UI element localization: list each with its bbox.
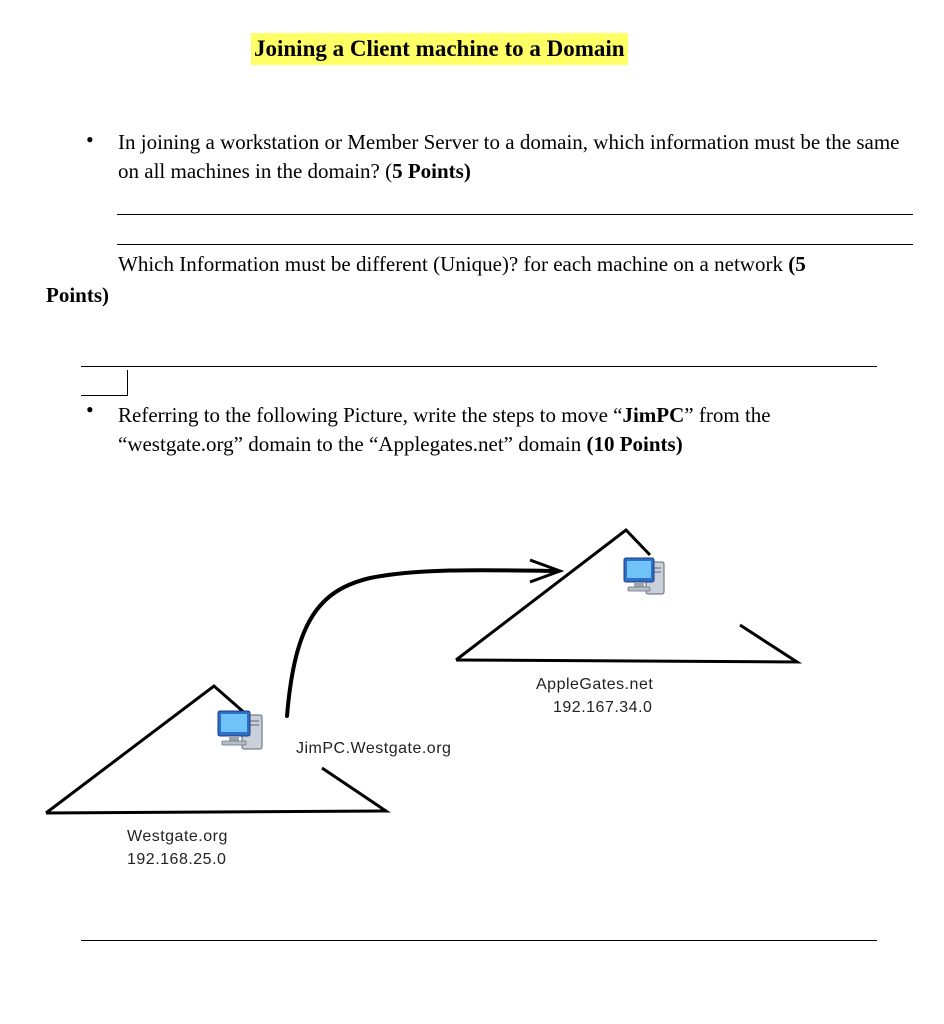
domain-right-ip: 192.167.34.0 (553, 699, 653, 716)
question-3-points: (10 Points) (586, 432, 683, 456)
question-3-line-1 (118, 401, 918, 430)
domain-right-name: AppleGates.net (536, 676, 654, 693)
answer-line-4[interactable] (81, 395, 127, 396)
answer-line-3[interactable] (81, 366, 877, 367)
question-1-text: In joining a workstation or Member Server to a domain, which information must be the same on all machines in the domain? ( (118, 130, 900, 183)
question-3-jimpc: JimPC (622, 403, 685, 427)
answer-line-1[interactable] (117, 214, 913, 215)
question-2 (118, 250, 918, 279)
question-1 (118, 128, 908, 186)
question-2-text: Which Information must be different (Unique)? for each machine on a network (118, 252, 789, 276)
question-2-points-b: Points) (46, 283, 109, 307)
question-1-points: 5 Points) (392, 159, 471, 183)
domain-right-triangle (456, 530, 797, 662)
page-title (251, 33, 628, 65)
bullet-icon: • (86, 127, 94, 152)
answer-line-2[interactable] (117, 244, 913, 245)
question-2-points-a: (5 (788, 252, 806, 276)
question-2-cont (46, 281, 109, 310)
computer-icon (624, 558, 664, 594)
bullet-icon: • (86, 397, 94, 422)
question-3-text-a: Referring to the following Picture, write the steps to move “ (118, 403, 623, 427)
move-arrow (287, 570, 555, 716)
title-text: Joining a Client machine to a Domain (254, 36, 625, 61)
question-3-text-b: ” from the (684, 403, 771, 427)
answer-line-5[interactable] (81, 940, 877, 941)
answer-line-marker (127, 370, 128, 396)
domain-left-name: Westgate.org (127, 828, 228, 845)
question-3-text-c: “westgate.org” domain to the “Applegates.net” domain (118, 432, 587, 456)
pc-label: JimPC.Westgate.org (296, 740, 452, 757)
domain-left-ip: 192.168.25.0 (127, 851, 227, 868)
computer-icon (218, 711, 262, 749)
question-3-line-2 (118, 430, 918, 459)
